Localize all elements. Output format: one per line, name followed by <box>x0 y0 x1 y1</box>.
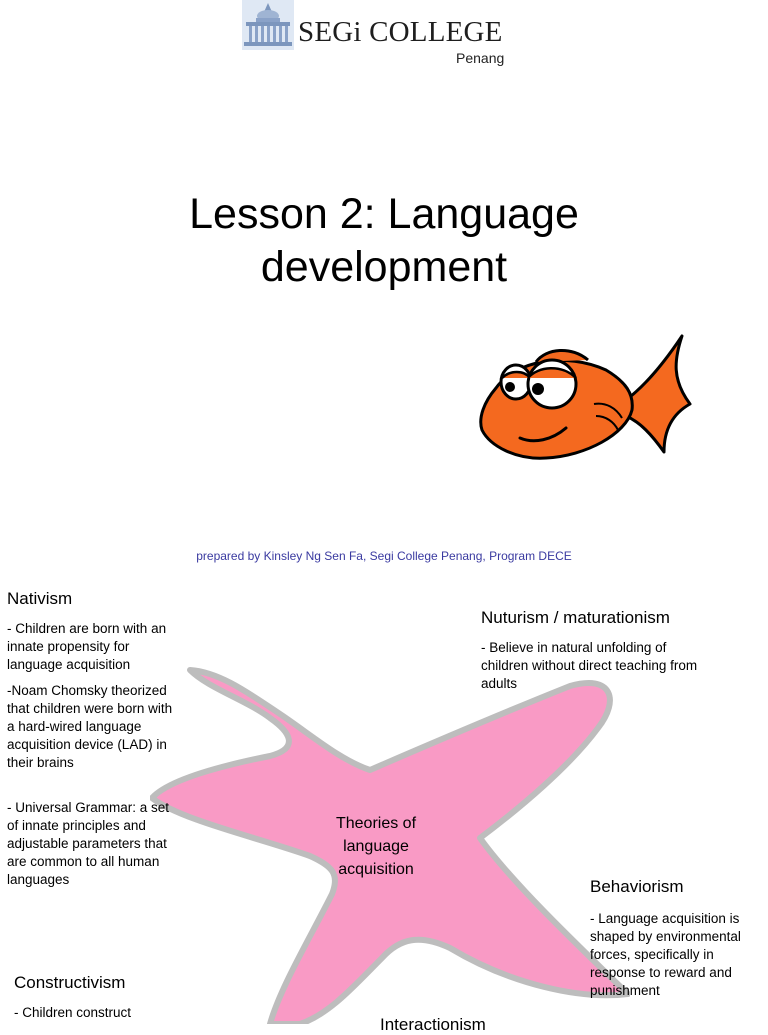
nuturism-point-1: - Believe in natural unfolding of children without direct teaching from adults <box>481 640 698 691</box>
nativism-point-2: -Noam Chomsky theorized that children were born with a hard-wired language acquisition device (LAD) in their brains <box>7 683 173 770</box>
behaviorism-point-1: - Language acquisition is shaped by environmental forces, specifically in response to reward and punishment <box>590 911 741 998</box>
nuturism-heading: Nuturism / maturationism <box>481 608 670 627</box>
constructivism-heading: Constructivism <box>14 973 126 992</box>
author-credit: prepared by Kinsley Ng Sen Fa, Segi College Penang, Program DECE <box>196 549 572 563</box>
interactionism-heading: Interactionism <box>380 1015 486 1034</box>
logo-name: SEGi COLLEGE <box>298 16 503 48</box>
theories-center-label: Theories of language acquisition <box>335 815 417 878</box>
constructivism-point-1: - Children construct <box>14 1005 132 1020</box>
fish-illustration <box>476 330 698 470</box>
lesson-title: Lesson 2: Language development <box>189 190 579 291</box>
nativism-point-1: - Children are born with an innate propensity for language acquisition <box>7 621 167 672</box>
nativism-heading: Nativism <box>7 589 73 608</box>
nativism-point-3: - Universal Grammar: a set of innate principles and adjustable parameters that are common to all human languages <box>7 800 170 887</box>
college-building-icon <box>242 0 294 50</box>
segi-college-logo <box>242 0 512 72</box>
logo-location: Penang <box>456 50 505 66</box>
behaviorism-heading: Behaviorism <box>590 877 684 896</box>
